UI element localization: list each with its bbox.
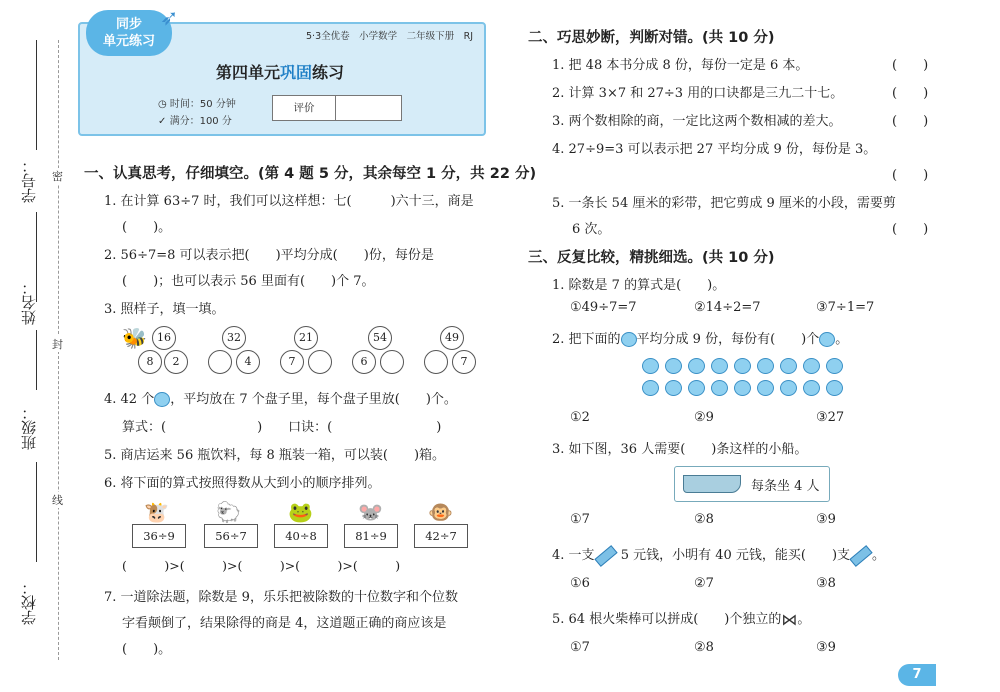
q3-bottom: 6 <box>352 350 376 374</box>
apple-icon <box>711 358 728 374</box>
apple-icon <box>665 358 682 374</box>
boat-capacity: 每条坐 4 人 <box>751 479 820 494</box>
sheep-icon: 🐑 <box>216 500 241 524</box>
apple-icon <box>154 392 170 407</box>
choice-option[interactable]: ③9 <box>816 640 836 655</box>
q3-bottom: 7 <box>280 350 304 374</box>
q3-top: 49 <box>440 326 464 350</box>
rating-box <box>272 95 402 121</box>
judge-blank[interactable]: ( ) <box>892 58 929 73</box>
apple-icon <box>757 380 774 396</box>
apple-icon <box>688 358 705 374</box>
q6-expr: 56÷7 <box>204 524 258 548</box>
apple-icon <box>642 380 659 396</box>
q3-blank[interactable] <box>308 350 332 374</box>
q3-blank[interactable] <box>380 350 404 374</box>
apple-icon <box>688 380 705 396</box>
q6-expr: 81÷9 <box>344 524 398 548</box>
full-score: ✓ 满分：100 分 <box>158 116 232 127</box>
mouse-icon: 🐭 <box>358 500 383 524</box>
choice-q2: 2. 把下面的 平均分成 9 份，每份有( )个 。 <box>552 332 849 347</box>
q6-expr: 40÷8 <box>274 524 328 548</box>
apple-icon <box>665 380 682 396</box>
frog-icon: 🐸 <box>288 500 313 524</box>
rating-field[interactable] <box>336 96 401 120</box>
choice-option[interactable]: ①7 <box>570 512 590 527</box>
choice-option[interactable]: ③9 <box>816 512 836 527</box>
q4-line1: 4. 42 个 ，平均放在 7 个盘子里，每个盘子里放( )个。 <box>104 392 457 407</box>
choice-option[interactable]: ③27 <box>816 410 845 425</box>
choice-q3: 3. 如下图，36 人需要( )条这样的小船。 <box>552 442 808 457</box>
choice-option[interactable]: ②14÷2=7 <box>694 300 761 315</box>
q3-blank[interactable] <box>208 350 232 374</box>
q3-top: 16 <box>152 326 176 350</box>
unit-title <box>78 60 482 83</box>
monkey-icon: 🐵 <box>428 500 453 524</box>
rocket-icon: ➶ <box>160 6 179 31</box>
q3-bottom: 2 <box>164 350 188 374</box>
choice-option[interactable]: ②8 <box>694 640 714 655</box>
choice-option[interactable]: ①49÷7=7 <box>570 300 637 315</box>
apple-icon <box>734 358 751 374</box>
student-name-label: 姓名： <box>20 280 38 325</box>
q5-line1: 5. 商店运来 56 瓶饮料，每 8 瓶装一箱，可以装( )箱。 <box>104 448 446 463</box>
pencil-icon <box>849 545 872 567</box>
judge-item: 1. 把 48 本书分成 8 份，每份一定是 6 本。 <box>552 58 809 73</box>
book-meta: 5·3全优卷 小学数学 二年级下册 RJ <box>306 31 474 42</box>
apple-icon <box>780 358 797 374</box>
seal-mark: 密 <box>52 170 63 183</box>
choice-q4: 4. 一支 5 元钱，小明有 40 元钱，能买( )支 。 <box>552 544 885 563</box>
title-part1: 第四单元 <box>215 63 280 82</box>
seal-mark: 封 <box>52 338 63 351</box>
section2-title: 二、巧思妙断，判断对错。(共 10 分) <box>528 30 775 46</box>
q6-expr: 36÷9 <box>132 524 186 548</box>
q4-line2: 算式：( ) 口诀：( ) <box>122 420 442 435</box>
apple-icon <box>803 358 820 374</box>
judge-item: 4. 27÷9=3 可以表示把 27 平均分成 9 份，每份是 3。 <box>552 142 877 157</box>
rating-label: 评价 <box>273 96 336 120</box>
check-icon: ✓ <box>158 116 167 127</box>
judge-item: 3. 两个数相除的商，一定比这两个数相减的差大。 <box>552 114 842 129</box>
q3-blank[interactable] <box>424 350 448 374</box>
clock-icon: ◷ <box>158 99 167 110</box>
q6-order: ( )>( )>( )>( )>( ) <box>122 558 401 573</box>
section1-title: 一、认真思考，仔细填空。(第 4 题 5 分，其余每空 1 分，共 22 分) <box>84 166 537 182</box>
choice-option[interactable]: ③8 <box>816 576 836 591</box>
title-part2: 练习 <box>312 63 345 82</box>
pencil-icon <box>594 545 617 567</box>
choice-option[interactable]: ②9 <box>694 410 714 425</box>
judge-item5-line2: 6 次。 <box>572 222 611 237</box>
q1-line2: ( )。 <box>122 220 172 235</box>
boat-box <box>674 466 830 502</box>
page-number: 7 <box>898 664 936 686</box>
apple-icon <box>642 358 659 374</box>
q2-line2: ( )；也可以表示 56 里面有( )个 7。 <box>122 274 375 289</box>
choice-q5: 5. 64 根火柴棒可以拼成( )个独立的⋈。 <box>552 610 811 629</box>
choice-option[interactable]: ③7÷1=7 <box>816 300 875 315</box>
choice-option[interactable]: ①2 <box>570 410 590 425</box>
apple-icon <box>780 380 797 396</box>
apple-grid <box>642 358 849 396</box>
q3-top: 21 <box>294 326 318 350</box>
q3-top: 32 <box>222 326 246 350</box>
class-label: 班级： <box>20 405 38 450</box>
title-highlight: 巩固 <box>279 63 312 82</box>
q7-line2: 字看颠倒了，结果除得的商是 4，这道题正确的商应该是 <box>122 616 447 631</box>
choice-option[interactable]: ②7 <box>694 576 714 591</box>
q3-prompt: 3. 照样子，填一填。 <box>104 302 225 317</box>
judge-item: 2. 计算 3×7 和 27÷3 用的口诀都是三九二十七。 <box>552 86 844 101</box>
apple-icon <box>734 380 751 396</box>
apple-icon <box>621 332 637 347</box>
q7-line1: 7. 一道除法题，除数是 9，乐乐把被除数的十位数字和个位数 <box>104 590 458 605</box>
q3-bottom: 8 <box>138 350 162 374</box>
apple-icon <box>757 358 774 374</box>
boat-icon <box>683 475 741 493</box>
judge-item: 5. 一条长 54 厘米的彩带，把它剪成 9 厘米的小段，需要剪 <box>552 196 896 211</box>
q2-line1: 2. 56÷7=8 可以表示把( )平均分成( )份，每份是 <box>104 248 434 263</box>
judge-blank[interactable]: ( ) <box>892 86 929 101</box>
apple-icon <box>819 332 835 347</box>
student-id-label: 学号： <box>20 158 38 203</box>
judge-blank[interactable]: ( ) <box>892 114 929 129</box>
match-shape-icon: ⋈ <box>781 610 798 629</box>
judge-blank[interactable]: ( ) <box>892 168 929 183</box>
section3-title: 三、反复比较，精挑细选。(共 10 分) <box>528 250 775 266</box>
choice-option[interactable]: ①7 <box>570 640 590 655</box>
choice-option[interactable]: ①6 <box>570 576 590 591</box>
bee-icon: 🐝 <box>122 326 147 350</box>
badge-line1: 同步 <box>115 17 142 32</box>
q1-line1: 1. 在计算 63÷7 时，我们可以这样想：七( )六十三，商是 <box>104 194 474 209</box>
apple-icon <box>826 358 843 374</box>
cow-icon: 🐮 <box>144 500 169 524</box>
apple-icon <box>826 380 843 396</box>
apple-icon <box>711 380 728 396</box>
q3-bottom: 4 <box>236 350 260 374</box>
choice-q1: 1. 除数是 7 的算式是( )。 <box>552 278 726 293</box>
time-limit: ◷ 时间：50 分钟 <box>158 99 236 110</box>
apple-icon <box>803 380 820 396</box>
seal-mark: 线 <box>52 494 63 507</box>
q3-bottom: 7 <box>452 350 476 374</box>
judge-blank[interactable]: ( ) <box>892 222 929 237</box>
q7-line3: ( )。 <box>122 642 172 657</box>
badge-line2: 单元练习 <box>102 34 155 49</box>
q6-expr: 42÷7 <box>414 524 468 548</box>
school-label: 学校： <box>20 580 38 625</box>
choice-option[interactable]: ②8 <box>694 512 714 527</box>
q3-top: 54 <box>368 326 392 350</box>
q6-prompt: 6. 将下面的算式按照得数从大到小的顺序排列。 <box>104 476 381 491</box>
